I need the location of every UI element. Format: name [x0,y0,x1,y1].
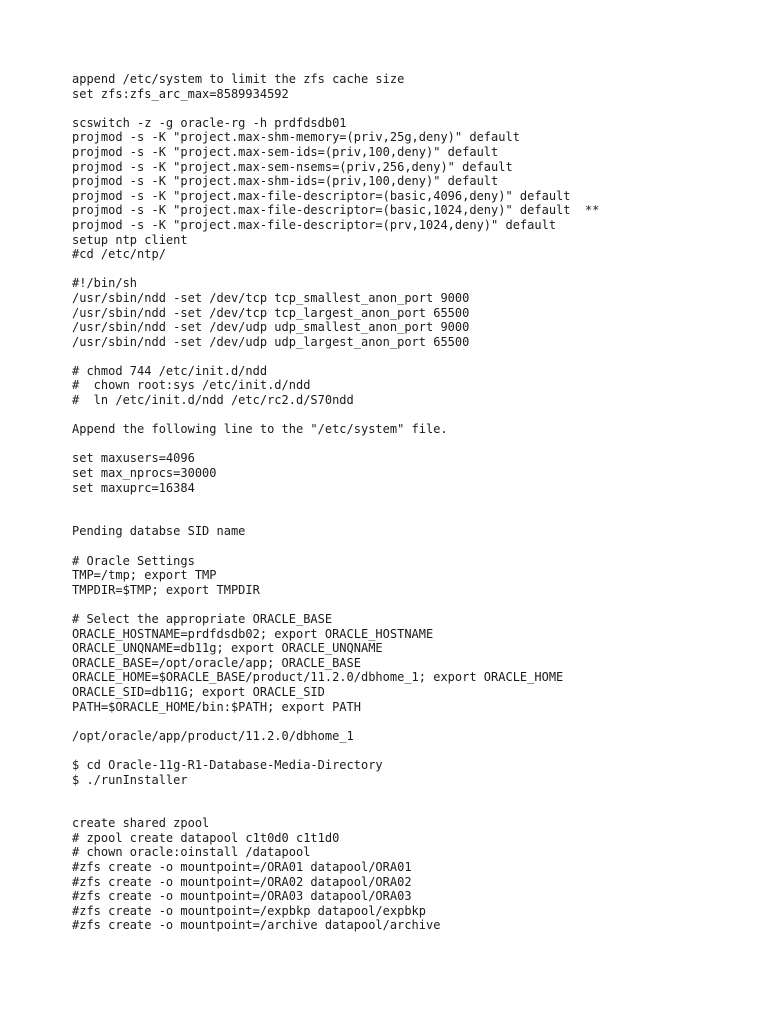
blank-line [72,495,752,510]
blank-line [72,743,752,758]
text-line: # Oracle Settings [72,553,195,568]
text-line: Pending databse SID name [72,524,246,539]
document-body [72,72,752,933]
text-line: projmod -s -K "project.max-sem-ids=(priv,100,deny)" default [72,144,499,159]
text-line: ORACLE_UNQNAME=db11g; export ORACLE_UNQNAME [72,641,383,656]
text-line: create shared zpool [72,816,210,831]
text-line: TMP=/tmp; export TMP [72,568,217,583]
text-line: # chown root:sys /etc/init.d/ndd [72,378,311,393]
text-line: /usr/sbin/ndd -set /dev/udp udp_largest_anon_port 65500 [72,334,470,349]
text-line: projmod -s -K "project.max-file-descriptor=(basic,4096,deny)" default [72,188,571,203]
text-line: /opt/oracle/app/product/11.2.0/dbhome_1 [72,728,354,743]
blank-line [72,597,752,612]
text-line: #zfs create -o mountpoint=/ORA01 datapool/ORA01 [72,860,412,875]
blank-line [72,101,752,116]
text-line: #cd /etc/ntp/ [72,247,166,262]
text-line: #zfs create -o mountpoint=/ORA02 datapool/ORA02 [72,874,412,889]
blank-line [72,510,752,525]
text-line: ORACLE_HOSTNAME=prdfdsdb02; export ORACLE_HOSTNAME [72,626,434,641]
blank-line [72,262,752,277]
text-line: scswitch -z -g oracle-rg -h prdfdsdb01 [72,115,347,130]
text-line: # Select the appropriate ORACLE_BASE [72,611,333,626]
text-line: ORACLE_SID=db11G; export ORACLE_SID [72,684,325,699]
text-line: set zfs:zfs_arc_max=8589934592 [72,86,289,101]
text-line: append /etc/system to limit the zfs cache size [72,72,405,86]
text-line: # ln /etc/init.d/ndd /etc/rc2.d/S70ndd [72,393,354,408]
text-line: projmod -s -K "project.max-shm-memory=(priv,25g,deny)" default [72,130,520,145]
blank-line [72,408,752,423]
blank-line [72,437,752,452]
text-line: set max_nprocs=30000 [72,466,217,481]
text-line: /usr/sbin/ndd -set /dev/tcp tcp_largest_anon_port 65500 [72,305,470,320]
text-line: $ cd Oracle-11g-R1-Database-Media-Directory [72,757,383,772]
text-line: projmod -s -K "project.max-sem-nsems=(priv,256,deny)" default [72,159,513,174]
text-line: # chown oracle:oinstall /datapool [72,845,311,860]
blank-line [72,802,752,817]
text-line: projmod -s -K "project.max-shm-ids=(priv,100,deny)" default [72,174,499,189]
text-line: ORACLE_HOME=$ORACLE_BASE/product/11.2.0/dbhome_1; export ORACLE_HOME [72,670,564,685]
blank-line [72,539,752,554]
text-line: ORACLE_BASE=/opt/oracle/app; ORACLE_BASE [72,655,361,670]
text-line: Append the following line to the "/etc/system" file. [72,422,448,437]
text-line: set maxuprc=16384 [72,480,195,495]
text-line: #!/bin/sh [72,276,138,291]
text-line: #zfs create -o mountpoint=/expbkp datapool/expbkp [72,903,427,918]
text-line: # zpool create datapool c1t0d0 c1t1d0 [72,830,340,845]
text-line: /usr/sbin/ndd -set /dev/udp udp_smallest_anon_port 9000 [72,320,470,335]
blank-line [72,714,752,729]
text-line: # chmod 744 /etc/init.d/ndd [72,363,268,378]
text-line: set maxusers=4096 [72,451,195,466]
blank-line [72,787,752,802]
text-line: $ ./runInstaller [72,772,188,787]
text-line: projmod -s -K "project.max-file-descriptor=(basic,1024,deny)" default ** [72,203,600,218]
text-line: projmod -s -K "project.max-file-descriptor=(prv,1024,deny)" default [72,217,557,232]
text-line: TMPDIR=$TMP; export TMPDIR [72,582,260,597]
text-line: /usr/sbin/ndd -set /dev/tcp tcp_smallest_anon_port 9000 [72,290,470,305]
text-line: #zfs create -o mountpoint=/ORA03 datapool/ORA03 [72,889,412,904]
text-line: setup ntp client [72,232,188,247]
blank-line [72,349,752,364]
text-line: PATH=$ORACLE_HOME/bin:$PATH; export PATH [72,699,361,714]
text-line: #zfs create -o mountpoint=/archive datapool/archive [72,918,441,933]
